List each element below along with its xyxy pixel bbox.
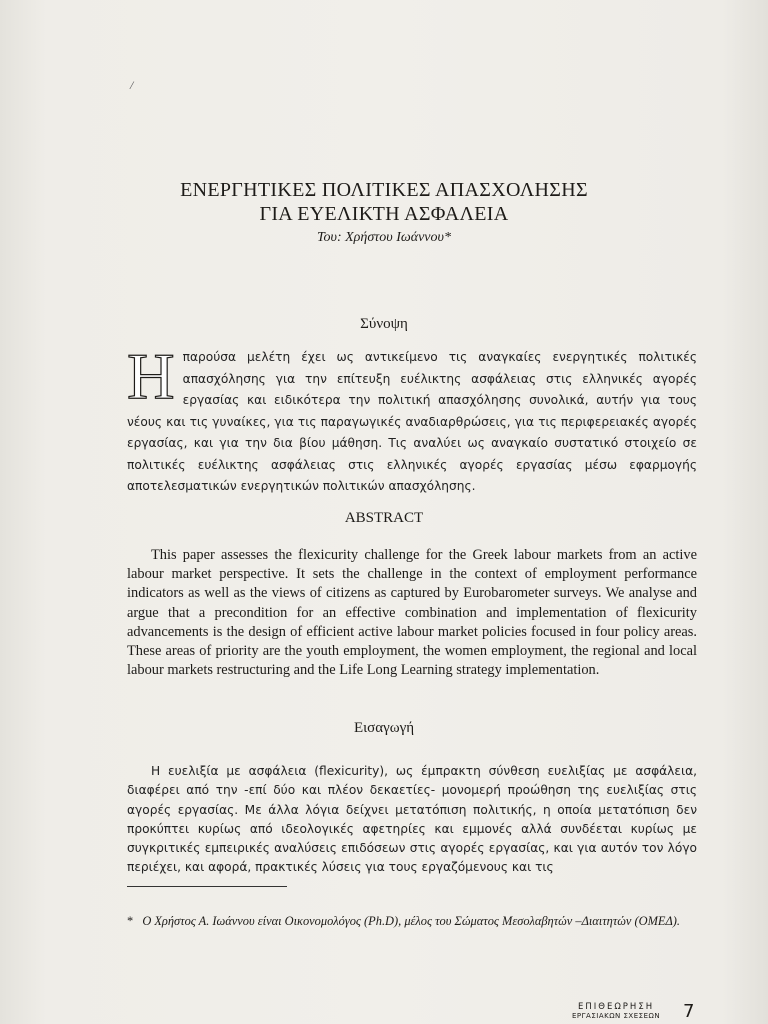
footnote-divider bbox=[127, 886, 287, 887]
journal-name-line-1: ΕΠΙΘΕΩΡΗΣΗ bbox=[577, 1002, 655, 1012]
synopsis-dropcap: Η bbox=[127, 340, 175, 413]
synopsis-text: παρούσα μελέτη έχει ως αντικείμενο τις αναγκαίες ενεργητικές πολιτικές απασχόλησης για την επίτευξη ευέλικτης ασφάλειας στις ελληνικές αγορές εργασίας και ειδικότερα την πολιτική απασχόλησης συνολικά, αυτήν για τους νέους και τις γυναίκες, για τις παραγωγικές αναδιαρθρώσεις, για τις περιφερειακές αγορές εργασίας, και για την δια βίου μάθηση. Τις αναλύει ως αναγκαίο συστατικό στοιχείο σε πολιτικές ευέλικτης ασφάλειας στις ελληνικές αγορές εργασίας μέσω εφαρμογής αποτελεσματικών ενεργητικών πολιτικών απασχόλησης. bbox=[127, 350, 697, 493]
footnote-text: Ο Χρήστος Α. Ιωάννου είναι Οικονομολόγος (Ph.D), μέλος του Σώματος Μεσολαβητών –Διαιτητών (ΟΜΕΔ). bbox=[142, 914, 680, 928]
footnote bbox=[127, 912, 697, 930]
abstract-heading: ABSTRACT bbox=[344, 510, 424, 526]
journal-name-line-2: ΕΡΓΑΣΙΑΚΩΝ ΣΧΕΣΕΩΝ bbox=[572, 1012, 661, 1020]
synopsis-paragraph bbox=[127, 340, 697, 498]
footnote-marker: * bbox=[127, 914, 134, 928]
corner-mark: / bbox=[130, 78, 134, 92]
page-number: 7 bbox=[683, 1001, 695, 1022]
introduction-heading: Εισαγωγή bbox=[353, 720, 415, 736]
synopsis-heading: Σύνοψη bbox=[360, 316, 408, 332]
article-title-line-1: ΕΝΕΡΓΗΤΙΚΕΣ ΠΟΛΙΤΙΚΕΣ ΑΠΑΣΧΟΛΗΣΗΣ bbox=[180, 179, 588, 201]
journal-name bbox=[572, 1002, 660, 1020]
abstract-paragraph: This paper assesses the flexicurity challenge for the Greek labour markets from an active labour market perspective. It sets the challenge in the context of employment performance indicators as well as the views of citizens as captured by Eurobarometer surveys. We analyse and argue that a precondition for an effective combination and implementation of flexicurity advancements is the design of efficient active labour market policies focused in four policy areas. These areas of priority are the youth employment, the women employment, the regional and local labour markets restructuring and the Life Long Learning strategy implementation. bbox=[127, 547, 697, 679]
introduction-paragraph: Η ευελιξία με ασφάλεια (flexicurity), ως έμπρακτη σύνθεση ευελιξίας με ασφάλεια, διαφέρει από την -επί δύο και πλέον δεκαετίες- μονομερή προώθηση της ευελιξίας στις αγορές εργασίας. Με άλλα λόγια δείχνει μετατόπιση πολιτικής, η οποία μετατόπιση δεν προκύπτει κυρίως από ιδεολογικές αφετηρίες και εμμονές αλλά συνδέεται κυρίως με συγκριτικές εμπειρικές αναλύσεις επιδόσεων στις αγορές εργασίας, και για αυτόν τον λόγο περιέχει, και αφορά, πρακτικές λύσεις για τους εργαζόμενους και τις bbox=[127, 764, 697, 875]
title-block bbox=[0, 178, 768, 246]
article-author: Του: Χρήστου Ιωάννου* bbox=[317, 230, 451, 245]
article-title-line-2: ΓΙΑ ΕΥΕΛΙΚΤΗ ΑΣΦΑΛΕΙΑ bbox=[259, 203, 509, 225]
